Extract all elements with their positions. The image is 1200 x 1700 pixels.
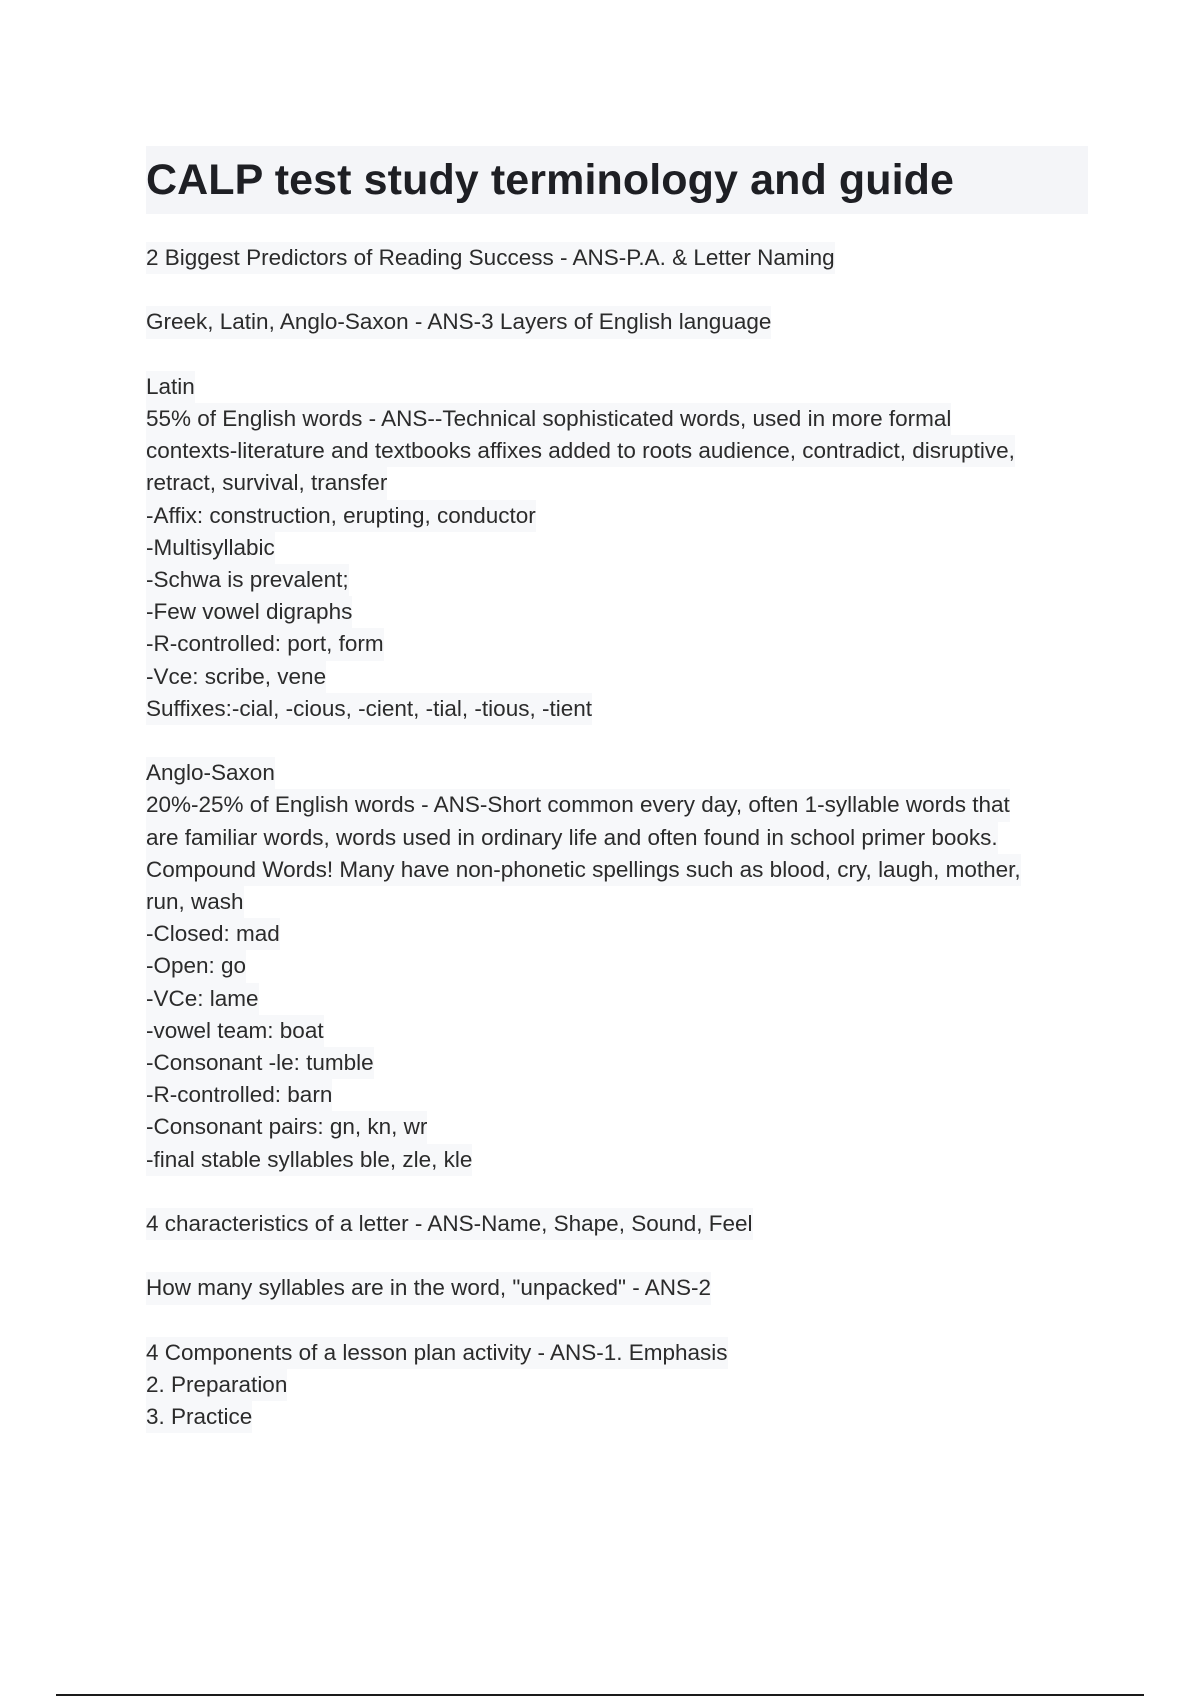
qa-item-syllable-count (146, 1272, 1096, 1304)
text-line: 4 characteristics of a letter - ANS-Name, Shape, Sound, Feel (146, 1208, 753, 1240)
section-anglo-saxon (146, 757, 1096, 1176)
text-line: 3. Practice (146, 1401, 252, 1433)
text-line: -Closed: mad (146, 918, 280, 950)
text-line: Greek, Latin, Anglo-Saxon - ANS-3 Layers of English language (146, 306, 771, 338)
footer-divider (56, 1694, 1144, 1696)
section-latin (146, 371, 1096, 725)
text-line: are familiar words, words used in ordinary life and often found in school primer books. (146, 822, 998, 854)
qa-item-letter-characteristics (146, 1208, 1096, 1240)
text-line: -VCe: lame (146, 983, 259, 1015)
text-line: -Open: go (146, 950, 246, 982)
text-line: How many syllables are in the word, "unpacked" - ANS-2 (146, 1272, 711, 1304)
document-body (146, 242, 1096, 1466)
page-title: CALP test study terminology and guide (146, 156, 955, 204)
text-line: -Consonant pairs: gn, kn, wr (146, 1111, 427, 1143)
text-line: 55% of English words - ANS--Technical sophisticated words, used in more formal (146, 403, 951, 435)
text-line: -R-controlled: barn (146, 1079, 332, 1111)
title-block (146, 146, 1088, 214)
qa-item-reading-predictors (146, 242, 1096, 274)
text-line: -R-controlled: port, form (146, 628, 384, 660)
text-line: -final stable syllables ble, zle, kle (146, 1144, 472, 1176)
text-line: retract, survival, transfer (146, 467, 387, 499)
text-line: -vowel team: boat (146, 1015, 324, 1047)
text-line: run, wash (146, 886, 244, 918)
text-line: -Affix: construction, erupting, conductor (146, 500, 536, 532)
text-line: -Few vowel digraphs (146, 596, 352, 628)
text-line: -Schwa is prevalent; (146, 564, 349, 596)
text-line: contexts-literature and textbooks affixes added to roots audience, contradict, disruptive, (146, 435, 1015, 467)
qa-item-english-layers (146, 306, 1096, 338)
section-heading-latin: Latin (146, 371, 195, 403)
text-line: -Vce: scribe, vene (146, 661, 326, 693)
text-line: 4 Components of a lesson plan activity - ANS-1. Emphasis (146, 1337, 728, 1369)
text-line: Suffixes:-cial, -cious, -cient, -tial, -tious, -tient (146, 693, 592, 725)
qa-item-lesson-plan-components (146, 1337, 1096, 1434)
section-heading-anglo-saxon: Anglo-Saxon (146, 757, 275, 789)
text-line: -Consonant -le: tumble (146, 1047, 374, 1079)
text-line: -Multisyllabic (146, 532, 275, 564)
text-line: 2 Biggest Predictors of Reading Success - ANS-P.A. & Letter Naming (146, 242, 835, 274)
text-line: 20%-25% of English words - ANS-Short common every day, often 1-syllable words that (146, 789, 1010, 821)
text-line: 2. Preparation (146, 1369, 287, 1401)
text-line: Compound Words! Many have non-phonetic spellings such as blood, cry, laugh, mother, (146, 854, 1021, 886)
